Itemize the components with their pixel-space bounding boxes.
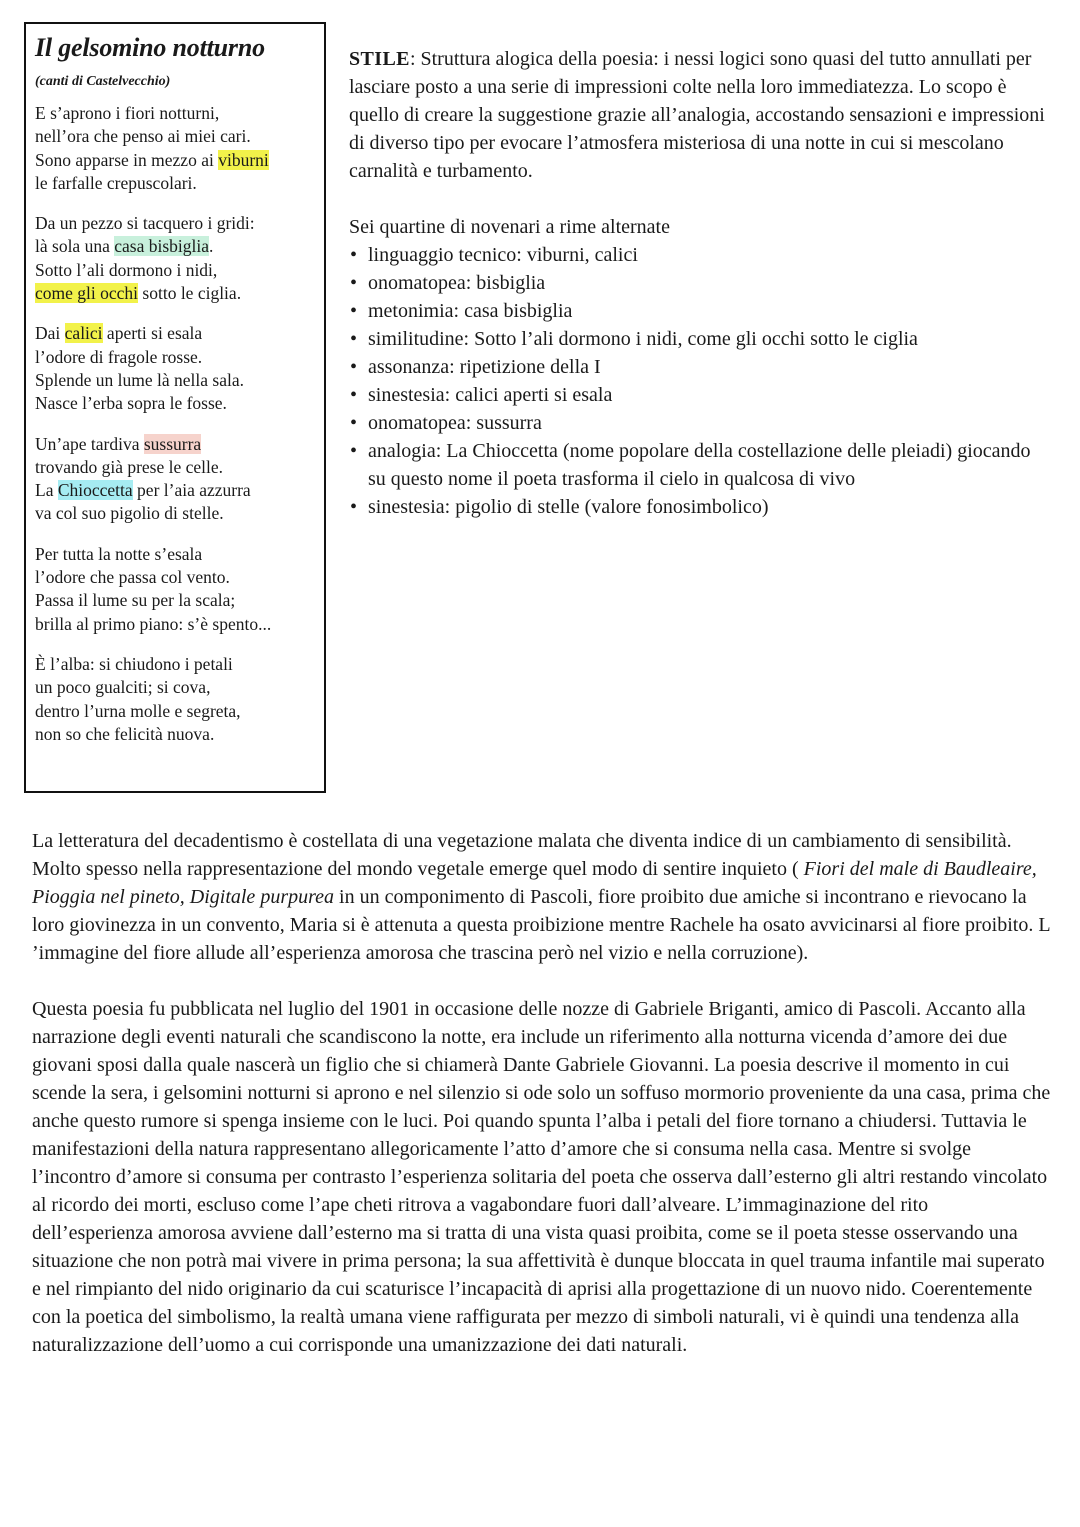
poem-line: E s’aprono i fiori notturni,: [35, 103, 220, 123]
poem-line: Un’ape tardiva sussurra: [35, 433, 202, 454]
style-intro: STILE: Struttura alogica della poesia: i nessi logici sono quasi del tutto annullati per lasciare posto a una serie di impressioni colte nella loro immediatezza. Lo scopo è quello di creare la suggestione grazie all’analogia, accostando sensazioni e impressioni di diverso tipo per evocare l’atmosfera misteriosa di una notte in cui si mescolano carnalità e turbamento.: [349, 48, 1045, 182]
list-item: • assonanza: ripetizione della I: [349, 353, 1049, 381]
poem-line: Dai calici aperti si esala: [35, 323, 203, 344]
list-item: • linguaggio tecnico: viburni, calici: [349, 241, 1049, 269]
work-title: Digitale purpurea: [189, 886, 335, 908]
poem-line: un poco gualciti; si cova,: [35, 677, 211, 698]
poem-line: La Chioccetta per l’aia azzurra: [35, 480, 251, 501]
poem-line: brilla al primo piano: s’è spento...: [35, 613, 272, 634]
highlight-come-gli-occhi: come gli occhi: [35, 283, 139, 304]
poem-line: trovando già prese le celle.: [35, 456, 224, 477]
poem-line: Sotto l’ali dormono i nidi,: [35, 259, 218, 280]
poem-box: [24, 22, 326, 793]
essay-paragraph-1: La letteratura del decadentismo è costellata di una vegetazione malata che diventa indice di un cambiamento di sensibilità. Molto spesso nella rappresentazione del mondo vegetale emerge quel modo di sentire inquieto ( Fiori del male di Baudleaire, Pioggia nel pineto, Digitale purpurea in un componimento di Pascoli, fiore proibito due amiche si incontrano e rievocano la loro giovinezza in un convento, Maria si è attenuta a questa proibizione mentre Rachele ha osato avvicinarsi al fiore proibito. L ’immagine del fiore allude all’esperienza amorosa che trascina però nel vizio e nella corruzione).: [32, 830, 1050, 964]
stanza-1: [35, 102, 314, 195]
poem-line: nell’ora che penso ai miei cari.: [35, 126, 251, 147]
poem-subtitle: (canti di Castelvecchio): [35, 74, 171, 89]
list-item: • sinestesia: calici aperti si esala: [349, 381, 1049, 409]
poem-line: Per tutta la notte s’esala: [35, 543, 203, 564]
essay-paragraph-2: Questa poesia fu pubblicata nel luglio del 1901 in occasione delle nozze di Gabriele Briganti, amico di Pascoli. Accanto alla narrazione degli eventi naturali che scandiscono la notte, era include un riferimento alla notturna vicenda d’amore dei due giovani sposi dalla quale nascerà un figlio che si chiamerà Dante Gabriele Giovanni. La poesia descrive il momento in cui scende la sera, i gelsomini notturni si aprono e nel silenzio si ode solo un soffuso mormorio proveniente da una casa, prima che anche questo rumore si spenga insieme con le luci. Poi quando spunta l’alba i petali del fiore tornano a chiudersi. Tuttavia le manifestazioni della natura rappresentano allegoricamente l’atto d’amore che si consuma nella casa. Mentre si svolge l’incontro d’amore si consuma per contrasto l’esperienza solitaria del poeta che osserva dall’esterno gli altri restando vincolato al ricordo dei morti, escluso come l’ape cheti ritrova a vagabondare fuori dall’alveare. L’immaginazione del rito dell’esperienza amorosa avviene dall’esterno ma si tratta di una vista quasi proibita, come se il poeta stesse osservando una situazione che non potrà mai vivere in prima persona; la sua affettività è dunque bloccata in quel trauma infantile mai superato e nel rimpianto del nido originario da cui scaturisce l’incapacità di aprisi alla progettazione di un nuovo nido. Coerentemente con la poetica del simbolismo, la realtà umana viene raffigurata per mezzo di simboli naturali, vi è quindi una tendenza alla naturalizzazione dell’uomo a cui corrisponde una umanizzazione dei dati naturali.: [32, 998, 1051, 1356]
poem-line: Sono apparse in mezzo ai viburni: [35, 149, 269, 170]
stanza-6: [35, 653, 314, 746]
meter-description: Sei quartine di novenari a rime alternate: [349, 216, 670, 238]
poem-title: Il gelsomino notturno: [35, 33, 265, 62]
poem-line: Passa il lume su per la scala;: [35, 590, 236, 611]
work-title: Fiori del male di Baudleaire,: [803, 858, 1037, 880]
poem-line: l’odore che passa col vento.: [35, 567, 230, 588]
poem-line: come gli occhi sotto le ciglia.: [35, 283, 242, 304]
highlight-calici: calici: [64, 323, 103, 344]
poem-line: va col suo pigolio di stelle.: [35, 503, 224, 524]
list-item: • metonimia: casa bisbiglia: [349, 297, 1049, 325]
poem-line: dentro l’urna molle e segreta,: [35, 700, 241, 721]
poem-line: Da un pezzo si tacquero i gridi:: [35, 213, 255, 234]
list-item: • onomatopea: bisbiglia: [349, 269, 1049, 297]
stanza-5: [35, 543, 314, 636]
style-analysis: [349, 45, 1049, 521]
highlight-sussurra: sussurra: [143, 433, 202, 454]
highlight-viburni: viburni: [218, 149, 269, 170]
work-title: Pioggia nel pineto,: [32, 886, 185, 908]
poem-line: l’odore di fragole rosse.: [35, 346, 203, 367]
list-item: • sinestesia: pigolio di stelle (valore fonosimbolico): [349, 493, 1049, 521]
poem-line: Nasce l’erba sopra le fosse.: [35, 393, 227, 414]
rhetorical-features-list: [349, 241, 1049, 521]
list-item: • analogia: La Chioccetta (nome popolare della costellazione delle pleiadi) giocando su questo nome il poeta trasforma il cielo in qualcosa di vivo: [349, 437, 1049, 493]
list-item: • onomatopea: sussurra: [349, 409, 1049, 437]
poem-line: non so che felicità nuova.: [35, 723, 215, 744]
stanza-3: [35, 322, 314, 415]
essay: [32, 827, 1052, 1359]
style-heading: STILE: [349, 48, 410, 70]
poem-line: Splende un lume là nella sala.: [35, 369, 244, 390]
highlight-chioccetta: Chioccetta: [57, 480, 133, 501]
stanza-2: [35, 212, 314, 305]
stanza-4: [35, 433, 314, 526]
poem-line: le farfalle crepuscolari.: [35, 172, 197, 193]
highlight-casa-bisbiglia: casa bisbiglia: [114, 236, 209, 257]
list-item: • similitudine: Sotto l’ali dormono i nidi, come gli occhi sotto le ciglia: [349, 325, 1049, 353]
poem-line: là sola una casa bisbiglia.: [35, 236, 214, 257]
poem-line: È l’alba: si chiudono i petali: [35, 653, 233, 674]
